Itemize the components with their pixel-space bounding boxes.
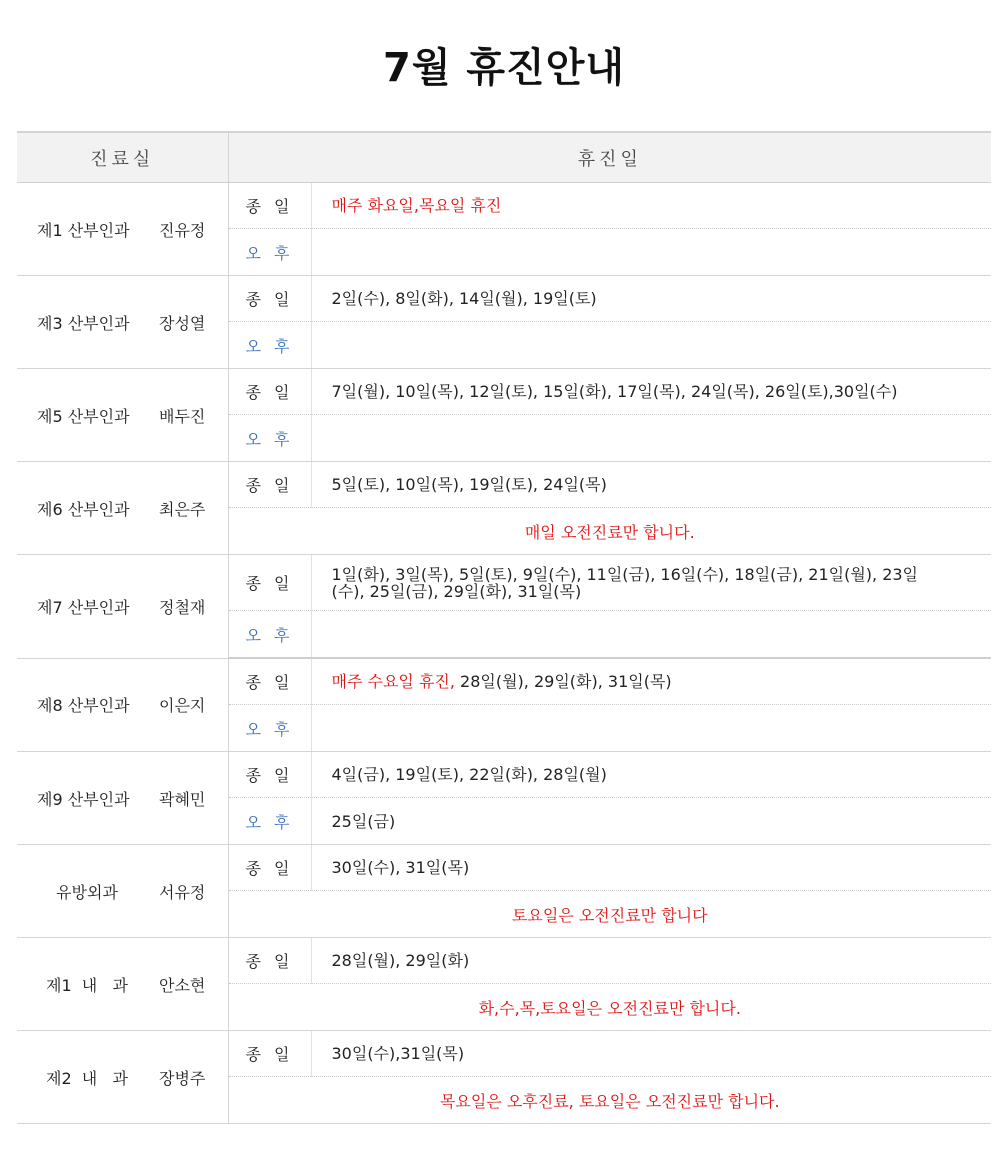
afternoon-label: 오 후 [228,229,311,276]
table-row [17,845,991,891]
dept-cell [17,938,228,1031]
dept-cell [17,658,228,752]
doctor-name: 진유정 [159,220,206,240]
dept-name: 제1 내 과 [46,975,128,995]
table-header-row [17,132,991,183]
full-day-text: 5일(토), 10일(목), 19일(토), 24일(목) [331,475,607,494]
dept-name: 유방외과 [56,882,118,902]
afternoon-value [311,229,991,276]
full-day-value [311,462,991,508]
clinic-note: 매일 오전진료만 합니다. [228,508,991,555]
dept-name: 제3 산부인과 [37,313,130,333]
dept-cell [17,845,228,938]
full-day-label: 종 일 [228,369,311,415]
table-row [17,938,991,984]
clinic-note: 토요일은 오전진료만 합니다 [228,891,991,938]
doctor-name: 장병주 [159,1068,206,1088]
doctor-name: 정철재 [159,597,206,617]
clinic-note: 목요일은 오후진료, 토요일은 오전진료만 합니다. [228,1077,991,1124]
table-row [17,369,991,415]
dept-cell [17,1031,228,1124]
full-day-label: 종 일 [228,938,311,984]
full-day-label: 종 일 [228,1031,311,1077]
dept-name: 제6 산부인과 [37,499,130,519]
full-day-value [311,183,991,229]
header-dept: 진료실 [17,132,228,183]
afternoon-label: 오 후 [228,798,311,845]
afternoon-value [311,611,991,659]
full-day-value [311,658,991,705]
dept-cell [17,183,228,276]
full-day-text: 30일(수), 31일(목) [331,858,470,877]
header-off-days: 휴진일 [228,132,991,183]
page-title: 7월 휴진안내 [383,45,625,91]
dept-cell [17,752,228,845]
table-row [17,658,991,705]
doctor-name: 배두진 [159,406,206,426]
table-row [17,1031,991,1077]
full-day-text: 4일(금), 19일(토), 22일(화), 28일(월) [331,765,607,784]
afternoon-label: 오 후 [228,415,311,462]
afternoon-value: 25일(금) [311,798,991,845]
table-row [17,183,991,229]
table-row [17,752,991,798]
full-day-value [311,369,991,415]
full-day-value [311,1031,991,1077]
afternoon-value [311,322,991,369]
clinic-note: 화,수,목,토요일은 오전진료만 합니다. [228,984,991,1031]
dept-cell [17,276,228,369]
doctor-name: 서유정 [159,882,206,902]
dept-cell [17,462,228,555]
table-row [17,462,991,508]
dept-cell [17,369,228,462]
afternoon-label: 오 후 [228,705,311,752]
full-day-text: 28일(월), 29일(화) [331,951,470,970]
afternoon-value [311,705,991,752]
afternoon-label: 오 후 [228,322,311,369]
full-day-label: 종 일 [228,183,311,229]
full-day-label: 종 일 [228,658,311,705]
full-day-value [311,845,991,891]
full-day-label: 종 일 [228,752,311,798]
full-day-label: 종 일 [228,462,311,508]
afternoon-value [311,415,991,462]
full-day-value [311,938,991,984]
closure-schedule-table [17,131,991,1124]
full-day-text: 2일(수), 8일(화), 14일(월), 19일(토) [331,289,597,308]
full-day-text: 1일(화), 3일(목), 5일(토), 9일(수), 11일(금), 16일(수), 18일(금), 21일(월), 23일(수), 25일(금), 29일(화), 31일(목) [331,564,919,601]
full-day-label: 종 일 [228,555,311,611]
full-day-value [311,752,991,798]
full-day-red-text: 매주 화요일,목요일 휴진 [331,196,502,215]
full-day-value [311,555,991,611]
full-day-text: 30일(수),31일(목) [331,1044,465,1063]
full-day-text: 28일(월), 29일(화), 31일(목) [454,672,672,691]
full-day-value [311,276,991,322]
full-day-label: 종 일 [228,845,311,891]
afternoon-label: 오 후 [228,611,311,659]
dept-name: 제2 내 과 [46,1068,128,1088]
dept-name: 제1 산부인과 [37,220,130,240]
dept-name: 제5 산부인과 [37,406,130,426]
dept-name: 제9 산부인과 [37,789,130,809]
doctor-name: 최은주 [159,499,206,519]
full-day-label: 종 일 [228,276,311,322]
full-day-red-text: 매주 수요일 휴진, [331,672,455,691]
dept-cell [17,555,228,659]
dept-name: 제7 산부인과 [37,597,130,617]
doctor-name: 이은지 [159,696,206,716]
doctor-name: 안소현 [159,975,206,995]
table-row [17,555,991,611]
table-row [17,276,991,322]
full-day-text: 7일(월), 10일(목), 12일(토), 15일(화), 17일(목), 24일(목), 26일(토),30일(수) [331,382,898,401]
doctor-name: 장성열 [159,313,206,333]
doctor-name: 곽혜민 [159,789,206,809]
dept-name: 제8 산부인과 [37,696,130,716]
